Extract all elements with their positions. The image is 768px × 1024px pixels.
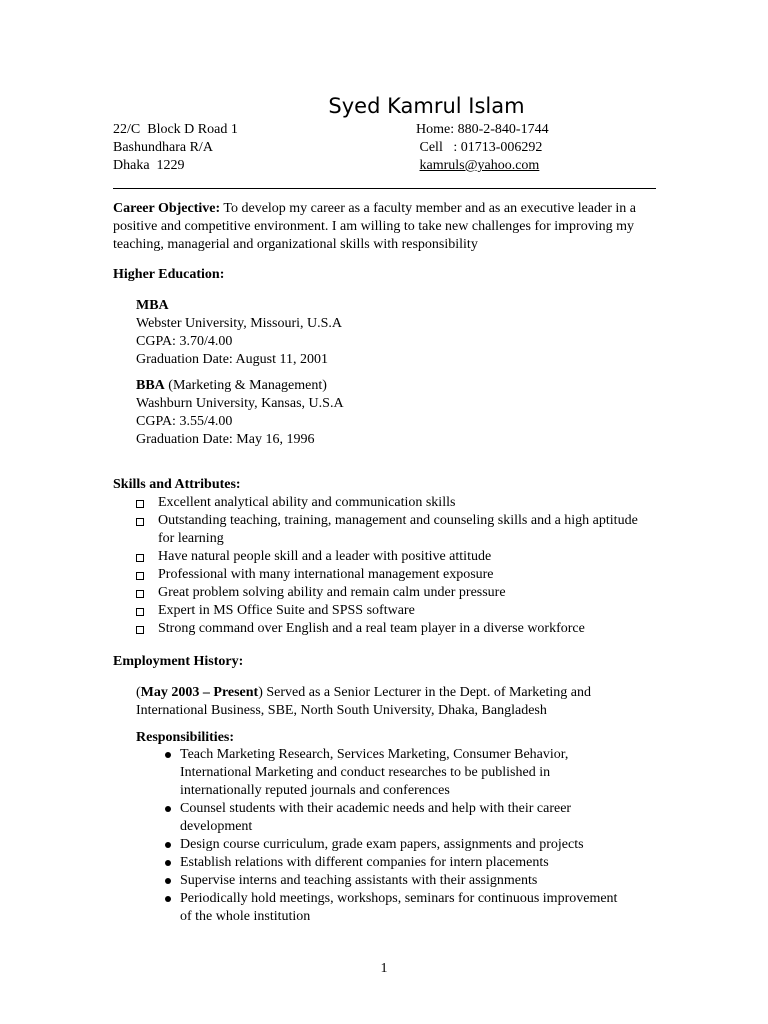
responsibility-item: Establish relations with different companies for intern placements — [160, 854, 630, 872]
skill-item: Outstanding teaching, training, management and counseling skills and a high aptitude for learning — [134, 512, 654, 548]
checkbox-bullet-icon — [136, 572, 144, 580]
bullet-icon — [165, 878, 171, 884]
mba-school: Webster University, Missouri, U.S.A — [136, 316, 343, 331]
skill-item: Great problem solving ability and remain calm under pressure — [134, 584, 654, 602]
home-phone: Home: 880-2-840-1744 — [416, 122, 549, 137]
header-divider — [113, 188, 656, 189]
checkbox-bullet-icon — [136, 518, 144, 526]
skills-heading: Skills and Attributes: — [113, 477, 241, 492]
bba-school: Washburn University, Kansas, U.S.A — [136, 396, 344, 411]
responsibility-item: Teach Marketing Research, Services Marketing, Consumer Behavior, International Marketing and conduct researches to be published in internationally reputed journals and conferences — [160, 746, 630, 800]
checkbox-bullet-icon — [136, 500, 144, 508]
objective-label: Career Objective: — [113, 201, 221, 216]
address-line: 22/C Block D Road 1 — [113, 122, 238, 137]
mba-block — [136, 297, 342, 369]
employment-entry: (May 2003 – Present) Served as a Senior Lecturer in the Dept. of Marketing and International Business, SBE, North South University, Dhaka, Bangladesh — [136, 685, 592, 718]
objective-text: To develop my career as a faculty member and as an executive leader in a positive and competitive environment. I am willing to take new challenges for improving my teaching, managerial and organizational skills with responsibility — [113, 201, 636, 252]
mba-degree: MBA — [136, 298, 169, 313]
skill-item: Have natural people skill and a leader with positive attitude — [134, 548, 654, 566]
bullet-icon — [165, 896, 171, 902]
bba-major: (Marketing & Management) — [164, 378, 327, 393]
responsibility-item: Counsel students with their academic needs and help with their career development — [160, 800, 630, 836]
employment-heading: Employment History: — [113, 654, 244, 669]
resume-name: Syed Kamrul Islam — [328, 94, 525, 118]
bullet-icon — [165, 860, 171, 866]
checkbox-bullet-icon — [136, 590, 144, 598]
skill-item: Excellent analytical ability and communication skills — [134, 494, 654, 512]
checkbox-bullet-icon — [136, 554, 144, 562]
bba-cgpa: CGPA: 3.55/4.00 — [136, 414, 233, 429]
skill-item: Strong command over English and a real team player in a diverse workforce — [134, 620, 654, 638]
contact-block — [416, 121, 549, 175]
responsibility-item: Periodically hold meetings, workshops, seminars for continuous improvement of the whole institution — [160, 890, 630, 926]
checkbox-bullet-icon — [136, 608, 144, 616]
responsibilities-list — [160, 746, 630, 926]
skill-item: Professional with many international management exposure — [134, 566, 654, 584]
responsibilities-heading: Responsibilities: — [136, 730, 235, 745]
address-line: Bashundhara R/A — [113, 140, 213, 155]
bullet-icon — [165, 806, 171, 812]
skills-list — [134, 494, 654, 638]
address-line: Dhaka 1229 — [113, 158, 185, 173]
responsibility-item: Design course curriculum, grade exam papers, assignments and projects — [160, 836, 630, 854]
checkbox-bullet-icon — [136, 626, 144, 634]
employment-period: May 2003 – Present — [140, 685, 259, 700]
bullet-icon — [165, 842, 171, 848]
bba-graduation: Graduation Date: May 16, 1996 — [136, 432, 315, 447]
mba-graduation: Graduation Date: August 11, 2001 — [136, 352, 328, 367]
education-heading: Higher Education: — [113, 267, 225, 282]
bullet-icon — [165, 752, 171, 758]
responsibility-item: Supervise interns and teaching assistants with their assignments — [160, 872, 630, 890]
cell-phone: Cell : 01713-006292 — [416, 140, 543, 155]
bba-block — [136, 377, 344, 449]
email-link[interactable]: kamruls@yahoo.com — [419, 158, 540, 173]
career-objective — [113, 200, 658, 254]
bba-degree: BBA — [136, 378, 165, 393]
page-number: 1 — [380, 961, 388, 976]
employment-description: ) Served as a Senior Lecturer in the Dept. of Marketing and International Business, SBE, North South University, Dhaka, Bangladesh — [136, 685, 592, 718]
mba-cgpa: CGPA: 3.70/4.00 — [136, 334, 233, 349]
address-block — [113, 121, 238, 175]
skill-item: Expert in MS Office Suite and SPSS software — [134, 602, 654, 620]
